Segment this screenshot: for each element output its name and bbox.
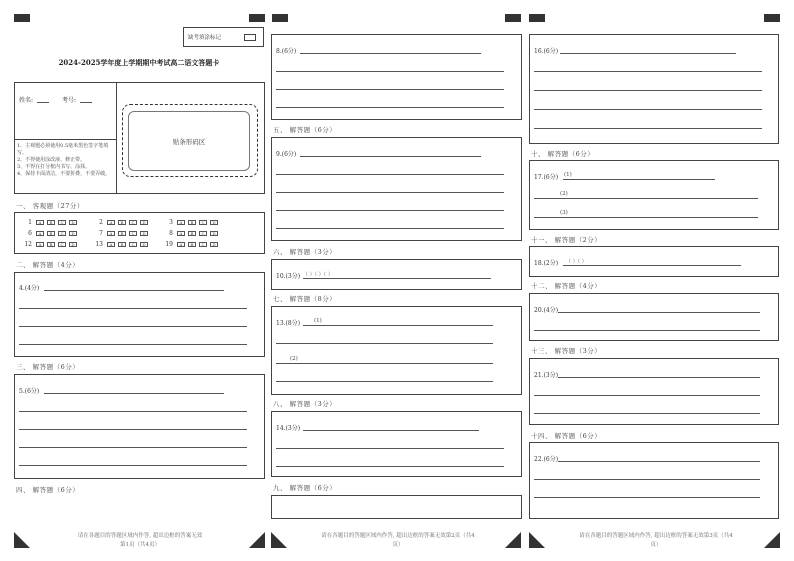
answer-line[interactable]: [19, 429, 247, 430]
mc-option-bubble[interactable]: C: [199, 242, 207, 247]
mc-question: [22, 219, 80, 226]
answer-line[interactable]: [303, 430, 479, 431]
q17-sub-3: (3): [560, 210, 568, 216]
answer-line[interactable]: [276, 363, 493, 364]
exam-no-field[interactable]: [80, 102, 92, 103]
mc-option-bubble[interactable]: C: [58, 242, 66, 247]
corner-triangle: [271, 532, 287, 548]
answer-line[interactable]: [534, 217, 758, 218]
instruction-2: 2、不得使用涂改液、修正带。: [17, 157, 86, 163]
mc-option-bubble[interactable]: D: [69, 220, 77, 225]
q13-sub-1: (1): [314, 318, 322, 324]
q17-sub-1: (1): [564, 172, 572, 178]
mc-option-bubble[interactable]: B: [118, 231, 126, 236]
corner-marker: [764, 14, 780, 22]
answer-line[interactable]: [276, 107, 504, 108]
answer-box-q15: [271, 495, 522, 519]
answer-line[interactable]: [534, 71, 762, 72]
answer-line[interactable]: [303, 278, 491, 279]
mc-option-bubble[interactable]: D: [210, 231, 218, 236]
answer-line[interactable]: [276, 210, 504, 211]
mc-option-bubble[interactable]: A: [36, 231, 44, 236]
mc-question: [93, 219, 151, 226]
section-heading-6: 六、 解答题（3分）: [273, 248, 337, 256]
answer-line[interactable]: [19, 308, 247, 309]
answer-line[interactable]: [19, 447, 247, 448]
mc-question-number: 12: [24, 241, 32, 248]
mc-option-bubble[interactable]: C: [58, 231, 66, 236]
mc-question-number: 8: [169, 230, 173, 237]
answer-box-q5: [14, 374, 265, 479]
mc-question-number: 19: [165, 241, 173, 248]
q18-fill-blanks: （ ）（ ）: [566, 259, 587, 265]
mc-option-bubble[interactable]: D: [140, 231, 148, 236]
answer-box-q21: [529, 358, 779, 425]
answer-box-q9: [271, 137, 522, 241]
mc-option-bubble[interactable]: B: [188, 242, 196, 247]
answer-line[interactable]: [558, 461, 760, 462]
q17-sub-2: (2): [560, 191, 568, 197]
mc-option-bubble[interactable]: B: [47, 242, 55, 247]
section-heading-4: 四、 解答题（6分）: [16, 486, 80, 494]
instruction-4: 4、保持卡面清洁，不要折叠，不要弄破。: [17, 171, 111, 177]
answer-line[interactable]: [276, 228, 504, 229]
answer-line[interactable]: [276, 192, 504, 193]
answer-line[interactable]: [276, 89, 504, 90]
answer-line[interactable]: [534, 90, 762, 91]
q10-fill-blanks: （ ）（ ）（ ）: [303, 272, 333, 278]
mc-question-number: 13: [95, 241, 103, 248]
mc-option-bubble[interactable]: B: [188, 231, 196, 236]
mc-option-bubble[interactable]: D: [210, 242, 218, 247]
mc-option-bubble[interactable]: D: [140, 220, 148, 225]
info-divider: [116, 82, 117, 194]
answer-line[interactable]: [534, 497, 760, 498]
mc-option-bubble[interactable]: A: [177, 231, 185, 236]
mc-option-bubble[interactable]: D: [140, 242, 148, 247]
mc-question-number: 6: [28, 230, 32, 237]
answer-box-q20: [529, 293, 779, 341]
corner-triangle: [529, 532, 545, 548]
answer-line[interactable]: [276, 174, 504, 175]
answer-line[interactable]: [558, 312, 760, 313]
corner-marker: [14, 14, 30, 22]
name-field[interactable]: [37, 102, 49, 103]
question-label-13: 13.(8分): [276, 320, 301, 327]
mc-question: [22, 241, 80, 248]
answer-line[interactable]: [534, 395, 760, 396]
section-heading-13: 十三、 解答题（3分）: [531, 347, 602, 355]
mc-option-bubble[interactable]: C: [129, 220, 137, 225]
mc-question: [163, 219, 221, 226]
corner-marker: [272, 14, 288, 22]
question-label-10: 10.(3分): [276, 273, 301, 280]
answer-line[interactable]: [534, 198, 758, 199]
section-heading-3: 三、 解答题（6分）: [16, 363, 80, 371]
section-heading-9: 九、 解答题（6分）: [273, 484, 337, 492]
question-label-4: 4.(4分): [19, 285, 40, 292]
mc-option-bubble[interactable]: C: [129, 231, 137, 236]
absent-mark-label: 缺考填涂标记: [188, 35, 222, 41]
question-label-16: 16.(6分): [534, 48, 559, 55]
mc-option-bubble[interactable]: C: [199, 231, 207, 236]
mc-question: [163, 230, 221, 237]
corner-triangle: [249, 532, 265, 548]
answer-line[interactable]: [19, 344, 247, 345]
answer-line[interactable]: [534, 109, 762, 110]
section-heading-2: 二、 解答题（4分）: [16, 261, 80, 269]
answer-line[interactable]: [534, 330, 760, 331]
answer-line[interactable]: [276, 343, 493, 344]
section-heading-objective: 一、 客观题（27分）: [16, 202, 84, 210]
answer-line[interactable]: [558, 377, 760, 378]
mc-option-bubble[interactable]: B: [188, 220, 196, 225]
corner-marker: [505, 14, 521, 22]
mc-option-bubble[interactable]: B: [118, 220, 126, 225]
mc-option-bubble[interactable]: B: [47, 220, 55, 225]
mc-option-bubble[interactable]: C: [58, 220, 66, 225]
mc-question-number: 2: [99, 219, 103, 226]
answer-line[interactable]: [276, 466, 504, 467]
answer-line[interactable]: [563, 179, 715, 180]
answer-line[interactable]: [560, 53, 736, 54]
exam-no-label: 考号:: [62, 97, 77, 104]
question-label-14: 14.(3分): [276, 425, 301, 432]
answer-line[interactable]: [19, 465, 247, 466]
section-heading-5: 五、 解答题（6分）: [273, 126, 337, 134]
corner-triangle: [14, 532, 30, 548]
mc-option-bubble[interactable]: A: [177, 220, 185, 225]
section-heading-14: 十四、 解答题（6分）: [531, 432, 602, 440]
page-footer-1: 请在各题目的答题区域内作答, 超出边框的答案无效 第1页（共4页）: [77, 533, 203, 548]
page-footer-2: 请在各题目的答题区域内作答, 超出边框的答案无效第2页（共4 页）: [321, 533, 475, 548]
instructions: [17, 143, 113, 178]
question-label-5: 5.(6分): [19, 388, 40, 395]
answer-line[interactable]: [19, 411, 247, 412]
mc-option-bubble[interactable]: D: [69, 242, 77, 247]
mc-option-bubble[interactable]: A: [107, 220, 115, 225]
answer-line[interactable]: [276, 71, 504, 72]
answer-line[interactable]: [300, 156, 481, 157]
question-label-9: 9.(6分): [276, 151, 297, 158]
page-footer-3: 请在各题目的答题区域内作答, 超出边框的答案无效第3页（共4 页）: [579, 533, 733, 548]
info-divider: [14, 139, 116, 140]
answer-line[interactable]: [276, 381, 493, 382]
question-label-22: 22.(6分): [534, 456, 559, 463]
mc-question-number: 1: [28, 219, 32, 226]
instruction-3: 3、不得在打分框内书写、涂抹。: [17, 164, 91, 170]
section-heading-11: 十一、 解答题（2分）: [531, 236, 602, 244]
mc-question: [93, 241, 151, 248]
mc-question-number: 7: [99, 230, 103, 237]
answer-line[interactable]: [44, 290, 224, 291]
exam-title: 2024-2025学年度上学期期中考试高二语文答题卡: [58, 58, 220, 67]
corner-marker: [249, 14, 265, 22]
mc-question: [93, 230, 151, 237]
answer-line[interactable]: [534, 413, 760, 414]
instruction-1: 1、主观题必须使用0.5毫米黑色签字笔填写。: [17, 143, 109, 156]
question-label-8: 8.(6分): [276, 48, 297, 55]
mc-option-bubble[interactable]: A: [107, 242, 115, 247]
corner-marker: [529, 14, 545, 22]
corner-triangle: [764, 532, 780, 548]
question-label-18: 18.(2分): [534, 260, 559, 267]
mc-option-bubble[interactable]: C: [129, 242, 137, 247]
answer-line[interactable]: [276, 448, 504, 449]
answer-box-q14: [271, 411, 522, 477]
answer-line[interactable]: [534, 479, 760, 480]
mc-question: [163, 241, 221, 248]
mc-option-bubble[interactable]: C: [199, 220, 207, 225]
answer-box-q22: [529, 442, 779, 519]
question-label-21: 21.(3分): [534, 372, 559, 379]
answer-line[interactable]: [303, 325, 493, 326]
mc-option-bubble[interactable]: A: [107, 231, 115, 236]
answer-line[interactable]: [534, 128, 762, 129]
mc-option-bubble[interactable]: B: [47, 231, 55, 236]
mc-option-bubble[interactable]: D: [69, 231, 77, 236]
name-label: 姓名:: [19, 97, 34, 104]
section-heading-8: 八、 解答题（3分）: [273, 400, 337, 408]
answer-line[interactable]: [44, 393, 224, 394]
section-heading-7: 七、 解答题（8分）: [273, 295, 337, 303]
mc-option-bubble[interactable]: B: [118, 242, 126, 247]
section-heading-10: 十、 解答题（6分）: [531, 150, 595, 158]
answer-line[interactable]: [300, 53, 481, 54]
section-heading-12: 十二、 解答题（4分）: [531, 282, 602, 290]
absent-mark-checkbox[interactable]: [244, 34, 256, 41]
mc-question-number: 3: [169, 219, 173, 226]
q13-sub-2: (2): [290, 356, 298, 362]
question-label-20: 20.(4分): [534, 307, 559, 314]
corner-triangle: [505, 532, 521, 548]
mc-question: [22, 230, 80, 237]
answer-line[interactable]: [19, 326, 247, 327]
mc-option-bubble[interactable]: A: [36, 242, 44, 247]
question-label-17: 17.(6分): [534, 174, 559, 181]
barcode-label: 贴条形码区: [172, 138, 206, 146]
mc-option-bubble[interactable]: A: [177, 242, 185, 247]
answer-line[interactable]: [563, 265, 741, 266]
mc-option-bubble[interactable]: A: [36, 220, 44, 225]
mc-option-bubble[interactable]: D: [210, 220, 218, 225]
